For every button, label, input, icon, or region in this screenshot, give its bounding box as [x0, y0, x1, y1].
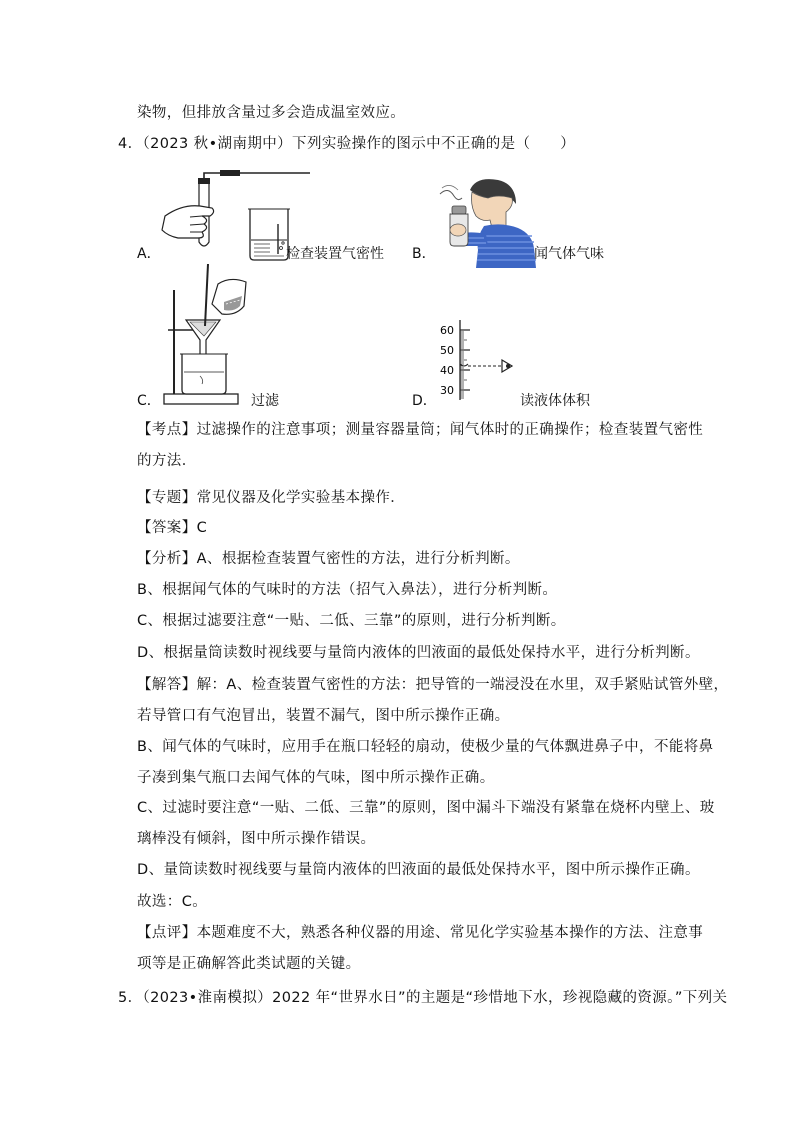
- wafting-hand-line: [440, 190, 462, 199]
- receiving-beaker: [182, 354, 226, 394]
- question-5-stem: 5．（2023•淮南模拟）2022 年“世界水日”的主题是“珍惜地下水，珍视隐藏的资源。”下列关: [118, 990, 728, 1006]
- tick-label-60: 60: [440, 324, 454, 337]
- solution-b-line-2: 子凑到集气瓶口去闻气体的气味，图中所示操作正确。: [137, 770, 495, 786]
- kaodian-line-1: 【考点】过滤操作的注意事项；测量容器量筒；闻气体时的正确操作；检查装置气密性: [137, 422, 704, 438]
- stand-base: [164, 394, 238, 404]
- delivery-tube: [204, 173, 310, 180]
- option-d-label: D．: [412, 393, 437, 409]
- solution-c-line-2: 璃棒没有倾斜，图中所示操作错误。: [137, 831, 376, 847]
- option-d-caption: 读液体体积: [520, 393, 590, 409]
- option-a-caption: 检查装置气密性: [286, 246, 384, 262]
- analysis-b: B、根据闻气体的气味时的方法（招气入鼻法），进行分析判断。: [137, 582, 558, 598]
- comment-line-2: 项等是正确解答此类试题的关键。: [137, 956, 361, 972]
- solution-c-line-1: C、过滤时要注意“一贴、二低、三靠”的原则，图中漏斗下端没有紧靠在烧杯内壁上、玻: [137, 800, 715, 816]
- analysis-c: C、根据过滤要注意“一贴、二低、三靠”的原则，进行分析判断。: [137, 613, 566, 629]
- solution-d-line: D、量筒读数时视线要与量筒内液体的凹液面的最低处保持水平，图中所示操作正确。: [137, 862, 700, 878]
- answer-line: 【答案】C: [137, 520, 208, 536]
- analysis-a: 【分析】A、根据检查装置气密性的方法，进行分析判断。: [137, 551, 520, 567]
- final-choice-line: 故选：C。: [137, 894, 208, 910]
- figure-c-filtration: [160, 262, 260, 410]
- tick-label-40: 40: [440, 364, 454, 377]
- analysis-d: D、根据量筒读数时视线要与量筒内液体的凹液面的最低处保持水平，进行分析判断。: [137, 645, 700, 661]
- sweater: [476, 224, 536, 268]
- option-b-caption: 闻气体气味: [534, 246, 604, 262]
- option-a-label: A．: [137, 246, 161, 262]
- option-b-label: B．: [412, 246, 436, 262]
- figure-d-cylinder: [436, 318, 526, 402]
- option-c-caption: 过滤: [251, 393, 279, 409]
- text-line-continuation: 染物，但排放含量过多会造成温室效应。: [137, 105, 406, 121]
- option-c-label: C．: [137, 393, 161, 409]
- figure-b-smelling: [432, 176, 536, 268]
- kaodian-line-2: 的方法．: [137, 453, 197, 469]
- solution-line-2: 若导管口有气泡冒出，装置不漏气，图中所示操作正确。: [137, 708, 510, 724]
- tick-label-50: 50: [440, 344, 454, 357]
- glass-rod: [205, 264, 208, 326]
- comment-line-1: 【点评】本题难度不大，熟悉各种仪器的用途、常见化学实验基本操作的方法、注意事: [137, 925, 704, 941]
- solution-b-line-1: B、闻气体的气味时，应用手在瓶口轻轻的扇动，使极少量的气体飘进鼻子中，不能将鼻: [137, 739, 714, 755]
- question-4-stem: 4．（2023 秋•湖南期中）下列实验操作的图示中不正确的是（ ）: [118, 136, 576, 152]
- rubber-joint: [220, 170, 240, 176]
- solution-line-1: 【解答】解：A、检查装置气密性的方法：把导管的一端浸没在水里，双手紧贴试管外壁，: [137, 677, 729, 693]
- zhuanti-line: 【专题】常见仪器及化学实验基本操作．: [137, 490, 406, 506]
- tick-label-30: 30: [440, 384, 454, 397]
